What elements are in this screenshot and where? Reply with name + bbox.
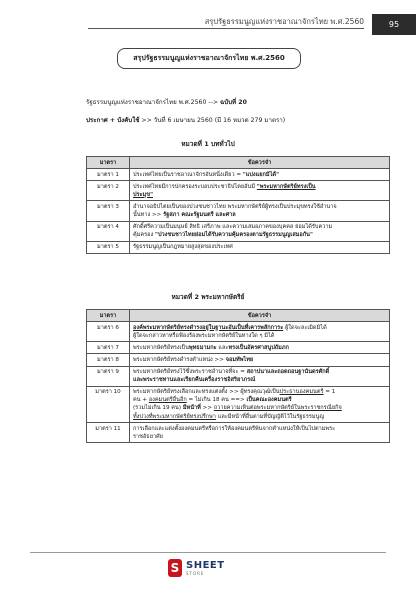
- article-note: [130, 386, 390, 422]
- note-text: ศักดิ์ศรีความเป็นมนุษย์ สิทธิ เสรีภาพ และความเสมอภาคของบุคคล ย่อมได้รับความ: [133, 224, 333, 231]
- note-text: ราชอัธยาศัย: [133, 433, 163, 440]
- article-note: [130, 322, 390, 342]
- table-row: [87, 366, 390, 386]
- logo-mark-icon: S: [168, 559, 182, 577]
- header-rule: [88, 28, 364, 29]
- note-text: = ไม่เกิน 18 คน ==>: [186, 397, 247, 404]
- article-number: มาตรา 2: [87, 181, 130, 201]
- note-emphasis: รัฐสภา คณะรัฐมนตรี และศาล: [163, 212, 236, 219]
- section-1-table: [86, 156, 390, 254]
- table-header-row: [87, 157, 390, 169]
- note-underline: ถวายความเห็นต่อพระมหากษัตริย์ในพระราชกรณียกิจ: [213, 405, 342, 412]
- note-text: ประเทศไทยมีการปกครองระบอบประชาธิปไตยอันมี: [133, 183, 257, 190]
- table-row: [87, 201, 390, 221]
- note-text: >>: [200, 405, 214, 412]
- intro-text-1: รัฐธรรมนูญแห่งราชอาณาจักรไทย พ.ศ.2560 -->: [86, 99, 220, 106]
- article-number: มาตรา 10: [87, 386, 130, 422]
- note-text: = 1: [323, 389, 336, 396]
- article-note: [130, 169, 390, 181]
- note-text: และ: [216, 344, 229, 351]
- note-text: ผู้ใดจะกล่าวหาหรือฟ้องร้องพระมหากษัตริย์ในทางใด ๆ มิได้: [133, 332, 275, 339]
- article-note: [130, 366, 390, 386]
- note-text: พระมหากษัตริย์ทรงเลือกและทรงแต่งตั้ง >> ผู้ทรงคุณวุฒิเป็น: [133, 389, 280, 396]
- note-text: ผู้ใดจะละเมิดมิได้: [283, 324, 327, 331]
- article-number: มาตรา 8: [87, 354, 130, 366]
- note-text: การเลือกและแต่งตั้งองคมนตรีหรือการให้องคมนตรีพ้นจากตำแหน่งให้เป็นไปตามพระ: [133, 425, 336, 432]
- footer-rule: [30, 552, 386, 553]
- article-number: มาตรา 9: [87, 366, 130, 386]
- promulgation-date: >> วันที่ 6 เมษายน 2560 (มี 16 หมวด 279 มาตรา): [139, 117, 286, 124]
- intro-line-1: [86, 97, 247, 107]
- page-number: 95: [372, 14, 416, 35]
- article-number: มาตรา 6: [87, 322, 130, 342]
- table-row: [87, 386, 390, 422]
- note-text: นั้นทาง >>: [133, 212, 164, 219]
- article-note: [130, 221, 390, 241]
- table-header-row: [87, 310, 390, 322]
- document-title-banner: สรุปรัฐธรรมนูญแห่งราชอาณาจักรไทย พ.ศ.2560: [117, 48, 301, 69]
- logo-text: [186, 560, 225, 576]
- article-number: มาตรา 4: [87, 221, 130, 241]
- note-emphasis: จอมทัพไทย: [225, 356, 254, 363]
- article-note: [130, 354, 390, 366]
- table-row: [87, 221, 390, 241]
- article-number: มาตรา 3: [87, 201, 130, 221]
- logo-subtitle: STORE: [186, 571, 205, 576]
- article-note: [130, 423, 390, 443]
- article-note: รัฐธรรมนูญเป็นกฎหมายสูงสุดของประเทศ: [130, 241, 390, 253]
- note-emphasis: และพระราชทานและเรียกคืนเครื่องราชอิสริยาภรณ์: [133, 377, 256, 384]
- note-emphasis: สถาปนาและถอดถอนฐานันดรศักดิ์: [246, 369, 330, 376]
- article-note: [130, 342, 390, 354]
- promulgation-label: ประกาศ + บังคับใช้: [86, 117, 140, 124]
- column-header-note: ข้อควรจำ: [130, 157, 390, 169]
- note-emphasis: ทรงเป็นอัครศาสนูปถัมภก: [228, 344, 289, 351]
- note-underline: ทั้งปวงที่พระมหากษัตริย์ทรงปรึกษา: [133, 413, 216, 420]
- article-note: [130, 181, 390, 201]
- intro-line-2: [86, 115, 285, 125]
- article-note: [130, 201, 390, 221]
- note-underline: ประธานองคมนตรี: [279, 389, 324, 396]
- note-text: (รวมไม่เกิน 19 คน): [133, 405, 183, 412]
- sheet-store-logo: [168, 557, 250, 579]
- running-header-title: สรุปรัฐธรรมนูญแห่งราชอาณาจักรไทย พ.ศ.2560: [204, 17, 364, 26]
- article-number: มาตรา 5: [87, 241, 130, 253]
- note-text: ประเทศไทยเป็นราชอาณาจักรอันหนึ่งเดียว =: [133, 171, 243, 178]
- section-2-title: หมวดที่ 2 พระมหากษัตริย์: [171, 293, 245, 301]
- note-text: พระมหากษัตริย์ทรงดำรงตำแหน่ง >>: [133, 356, 226, 363]
- table-row: [87, 342, 390, 354]
- table-row: [87, 241, 390, 253]
- logo-word: SHEET: [186, 560, 225, 571]
- note-emphasis: "แบ่งแยกมิได้": [242, 171, 279, 178]
- column-header-article: มาตรา: [87, 310, 130, 322]
- note-text: พระมหากษัตริย์ทรงไว้ซึ่งพระราชอำนาจที่จะ =: [133, 369, 247, 376]
- column-header-note: ข้อควรจำ: [130, 310, 390, 322]
- note-emphasis: องค์พระมหากษัตริย์ทรงดำรงอยู่ในฐานะอันเป็นที่เคารพสักการะ: [133, 324, 284, 331]
- note-emphasis: "ปวงชนชาวไทยย่อมได้รับความคุ้มครองตามรัฐธรรมนูญเสมอกัน": [155, 232, 313, 239]
- table-row: [87, 322, 390, 342]
- article-number: มาตรา 7: [87, 342, 130, 354]
- note-emphasis: พุทธมามกะ: [188, 344, 217, 351]
- note-text: และมีหน้าที่อื่นตามที่บัญญัติไว้ในรัฐธรรมนูญ: [215, 413, 325, 420]
- note-underline: องคมนตรีอื่นอีก: [148, 397, 187, 404]
- article-number: มาตรา 1: [87, 169, 130, 181]
- section-2-table: [86, 309, 390, 443]
- note-emphasis: ประมุข": [133, 191, 153, 198]
- table-row: [87, 181, 390, 201]
- column-header-article: มาตรา: [87, 157, 130, 169]
- note-text: อำนาจอธิปไตยเป็นของปวงชนชาวไทย พระมหากษัตริย์ผู้ทรงเป็นประมุขทรงใช้อำนาจ: [133, 203, 337, 210]
- note-emphasis: มีหน้าที่: [182, 405, 201, 412]
- note-text: พระมหากษัตริย์ทรงเป็น: [133, 344, 189, 351]
- edition-number: ฉบับที่ 20: [219, 99, 247, 106]
- table-row: [87, 169, 390, 181]
- article-number: มาตรา 11: [87, 423, 130, 443]
- note-emphasis: "พระมหากษัตริย์ทรงเป็น: [256, 183, 316, 190]
- note-emphasis: เป็นคณะองคมนตรี: [246, 397, 292, 404]
- note-text: คุ้มครอง: [133, 232, 156, 239]
- note-text: คน +: [133, 397, 149, 404]
- table-row: [87, 354, 390, 366]
- section-1-title: หมวดที่ 1 บททั่วไป: [181, 140, 235, 148]
- table-row: [87, 423, 390, 443]
